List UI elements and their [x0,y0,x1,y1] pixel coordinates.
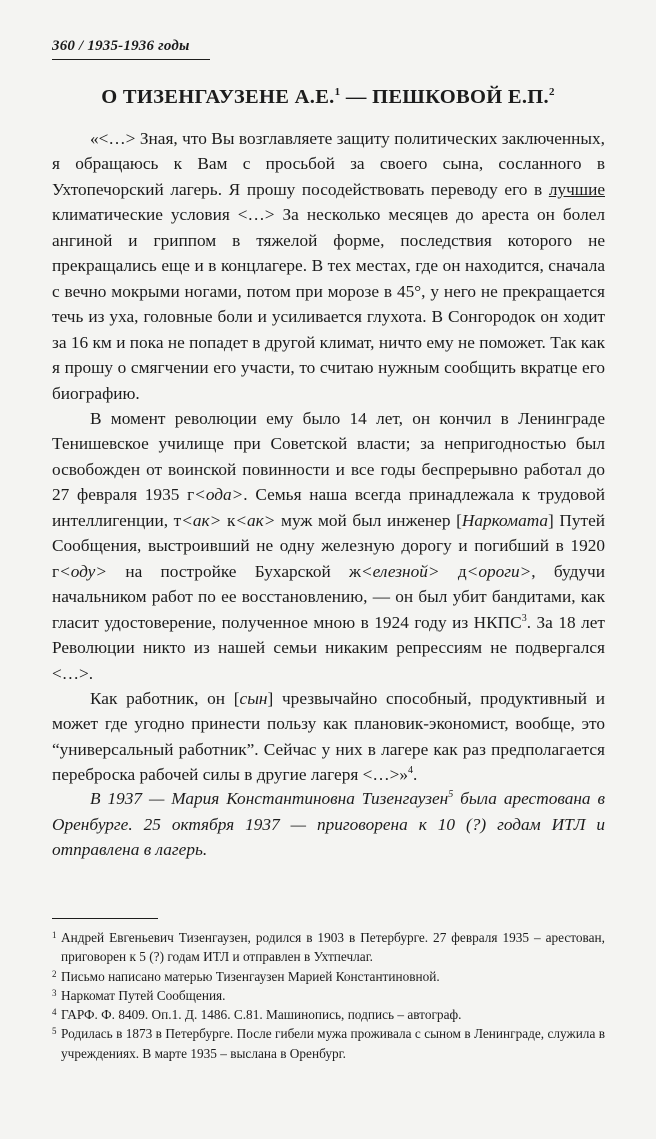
running-head: 360 / 1935-1936 годы [52,38,190,54]
editorial-footnote-ref-5: 5 [448,789,454,801]
editorial-note [52,786,605,863]
p2-italic-4: Наркомата [461,510,549,530]
title-part-a: О ТИЗЕНГАУЗЕНЕ А.Е. [101,86,335,108]
p3-footnote-ref-4: 4 [408,765,414,777]
letter-paragraph-3 [52,686,605,788]
p3-text-a: Как работник, он [ [90,688,240,708]
footnote-1 [52,928,605,967]
p2-text-b: . Семья наша всегда принадлежала к трудовой интеллигенции, т [52,485,605,530]
p2-footnote-ref-3: 3 [521,612,527,624]
p2-italic-1: <ода> [194,485,244,505]
footnote-text: Андрей Евгеньевич Тизенгаузен, родился в 1903 в Петербурге. 27 февраля 1935 – арестован, приговорен к 5 (?) годам ИТЛ и отправлен в Ухтпечлаг. [61,930,605,965]
p3-italic-1: сын [239,688,268,708]
p2-text-c: к [221,510,236,530]
footnote-text: Письмо написано матерью Тизенгаузен Марией Константиновной. [61,968,440,984]
footnote-text: ГАРФ. Ф. 8409. Оп.1. Д. 1486. С.81. Машинопись, подпись – автограф. [61,1007,462,1023]
footnote-5 [52,1024,605,1063]
footnote-number: 5 [52,1026,57,1037]
footnote-4 [52,1005,605,1024]
p2-italic-2: <ак> [181,510,222,530]
footnote-text: Наркомат Путей Сообщения. [61,987,226,1003]
p2-text-g: д [439,561,467,581]
letter-paragraph-1 [52,126,605,406]
footnote-text: Родилась в 1873 в Петербурге. После гибели мужа проживала с сыном в Ленинграде, служила в учреждениях. В марте 1935 – выслана в Оренбург. [61,1026,605,1061]
p2-text-h: , будучи начальником работ по ее восстановлению, — он был убит бандитами, как гласит удостоверение, полученное мною в 1924 году из НКПС [52,561,605,632]
footnotes [52,928,605,1063]
footnote-3 [52,986,605,1005]
p2-text-f: на постройке Бухарской ж [107,561,361,581]
letter-body [52,126,605,788]
page-title [52,86,604,109]
p1-underlined-word: лучшие [548,179,605,199]
p3-text-c: . [413,765,418,785]
p2-text-a: В момент революции ему было 14 лет, он кончил в Ленинграде Тенишевское училище при Советской власти; за непригодностью был освобожден от воинской повинности и все годы беспрерывно работал до 27 февраля 1935 г [52,408,605,505]
p2-text-e: ] Путей Сообщения, выстроивший не одну железную дорогу и погибший в 1920 г [52,510,606,581]
footnote-number: 3 [52,987,57,998]
letter-paragraph-2 [52,406,605,686]
title-part-b: — ПЕШКОВОЙ Е.П. [340,86,549,108]
p2-text-j: . За 18 лет Революции никто из нашей семьи никаким репрессиям не подвергался <…>. [52,612,605,683]
p2-text-d: муж мой был инженер [ [275,510,462,530]
editorial-text-a: В 1937 — Мария Константиновна Тизенгаузен [90,789,449,808]
footnote-rule [52,918,158,919]
footnote-2 [52,967,605,986]
p3-text-b: ] чрезвычайно способный, продуктивный и может где угодно принести пользу как плановик-экономист, вообще, это “универсальный работник”. Сейчас у них в лагере как раз предполагается переброска рабочей силы в другие лагеря <…>» [52,688,605,785]
p2-italic-6: <елезной> [360,561,440,581]
editorial-text-b: была арестована в Оренбурге. 25 октября 1937 — приговорена к 10 (?) годам ИТЛ и отправлена в лагерь. [52,789,605,859]
running-head-rule [52,59,210,60]
title-footnote-ref-1: 1 [334,86,341,99]
p2-italic-3: <ак> [235,510,276,530]
p1-text-a: «<…> Зная, что Вы возглавляете защиту политических заключенных, я обращаюсь к Вам с просьбой за своего сына, сосланного в Ухтопечорский лагерь. Я прошу посодействовать переводу его в [52,129,605,199]
p1-text-b: климатические условия <…> За несколько месяцев до ареста он болел ангиной и гриппом в тяжелой форме, последствия которого не прекращались еще и в концлагере. В тех местах, где он находится, сначала с вечно мокрыми ногами, потом при морозе в 45°, у него не прекращается течь из уха, головные боли и усиливается глухота. В Сонгородок он ходит за 16 км и пока не попадет в другой климат, ничто ему не поможет. Так как я прошу о смягчении его участи, то считаю нужным сообщить вкратце его биографию. [52,205,605,403]
p2-italic-5: <оду> [59,561,108,581]
footnote-number: 1 [52,930,57,940]
footnote-number: 4 [52,1007,57,1018]
footnote-number: 2 [52,968,57,979]
title-footnote-ref-2: 2 [548,86,555,99]
p2-italic-7: <ороги> [466,561,532,581]
